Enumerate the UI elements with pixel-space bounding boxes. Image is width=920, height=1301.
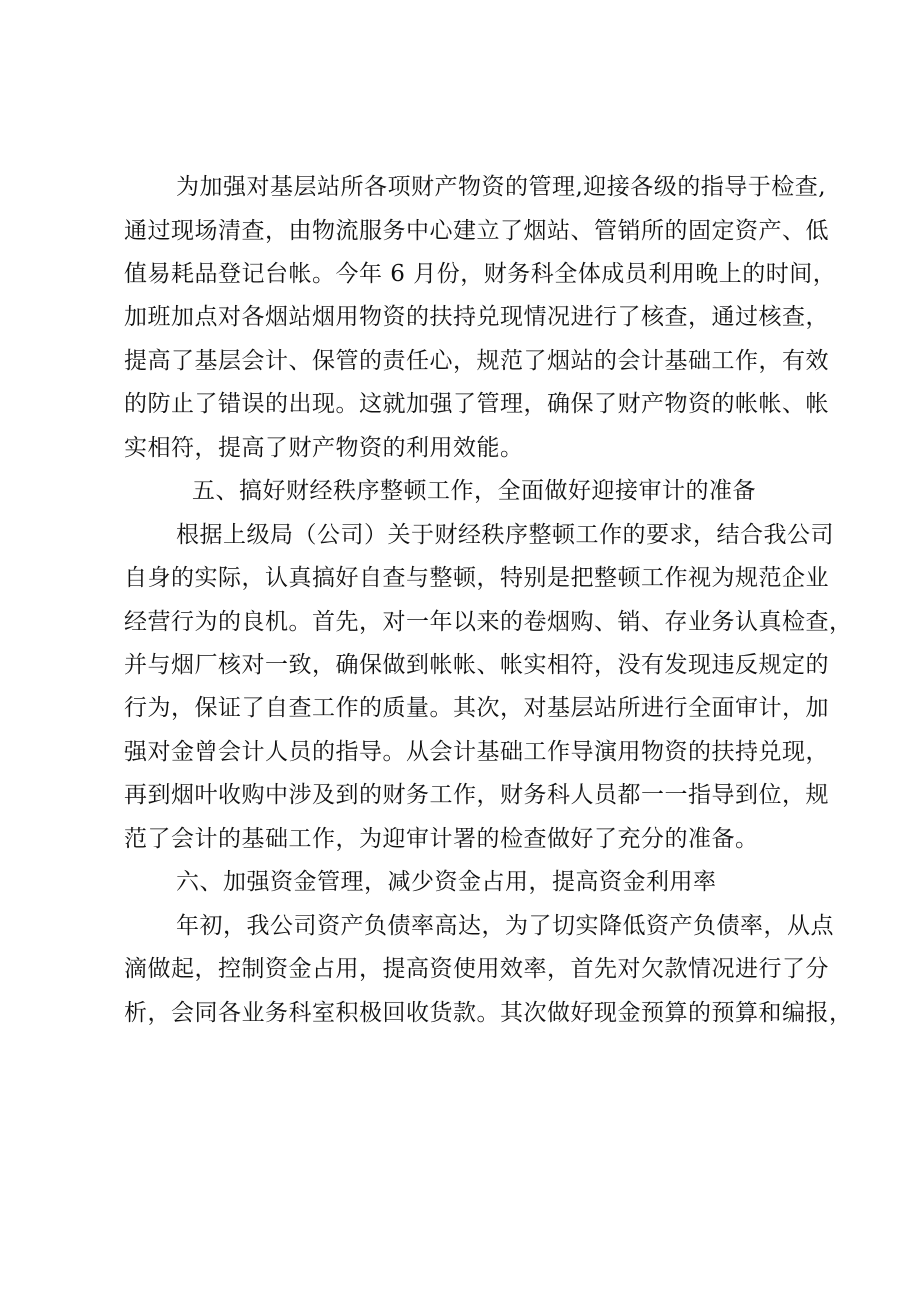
paragraph-line: 为加强对基层站所各项财产物资的管理,迎接各级的指导于检查, [176,174,827,200]
paragraph-line: 滴做起，控制资金占用，提高资使用效率，首先对欠款情况进行了分 [124,956,829,982]
paragraph-line: 提高了基层会计、保管的责任心，规范了烟站的会计基础工作，有效 [124,348,829,374]
paragraph-line: 年初，我公司资产负债率高达，为了切实降低资产负债率，从点 [176,913,834,939]
paragraph-line: 实相符，提高了财产物资的利用效能。 [124,435,524,461]
paragraph-line: 值易耗品登记台帐。今年 6 月份，财务科全体成员利用晚上的时间， [124,261,837,287]
paragraph-line: 加班加点对各烟站烟用物资的扶持兑现情况进行了核查，通过核查， [124,304,829,330]
paragraph-line: 强对金曾会计人员的指导。从会计基础工作导演用物资的扶持兑现， [124,739,829,765]
paragraph-line: 通过现场清查，由物流服务中心建立了烟站、管销所的固定资产、低 [124,218,829,244]
paragraph-line: 自身的实际，认真搞好自查与整顿，特别是把整顿工作视为规范企业 [124,565,829,591]
paragraph-line: 范了会计的基础工作，为迎审计署的检查做好了充分的准备。 [124,826,759,852]
paragraph-line: 并与烟厂核对一致，确保做到帐帐、帐实相符，没有发现违反规定的 [124,652,829,678]
paragraph-line: 再到烟叶收购中涉及到的财务工作，财务科人员都一一指导到位，规 [124,782,829,808]
section-heading: 六、加强资金管理，减少资金占用，提高资金利用率 [176,869,717,895]
paragraph-line: 经营行为的良机。首先，对一年以来的卷烟购、销、存业务认真检查， [124,609,853,635]
paragraph-line: 的防止了错误的出现。这就加强了管理，确保了财产物资的帐帐、帐 [124,391,829,417]
section-heading: 五、搞好财经秩序整顿工作，全面做好迎接审计的准备 [192,478,756,504]
paragraph-line: 析，会同各业务科室积极回收货款。其次做好现金预算的预算和编报， [124,1000,853,1026]
paragraph-line: 根据上级局（公司）关于财经秩序整顿工作的要求，结合我公司 [176,522,834,548]
paragraph-line: 行为，保证了自查工作的质量。其次，对基层站所进行全面审计，加 [124,695,829,721]
